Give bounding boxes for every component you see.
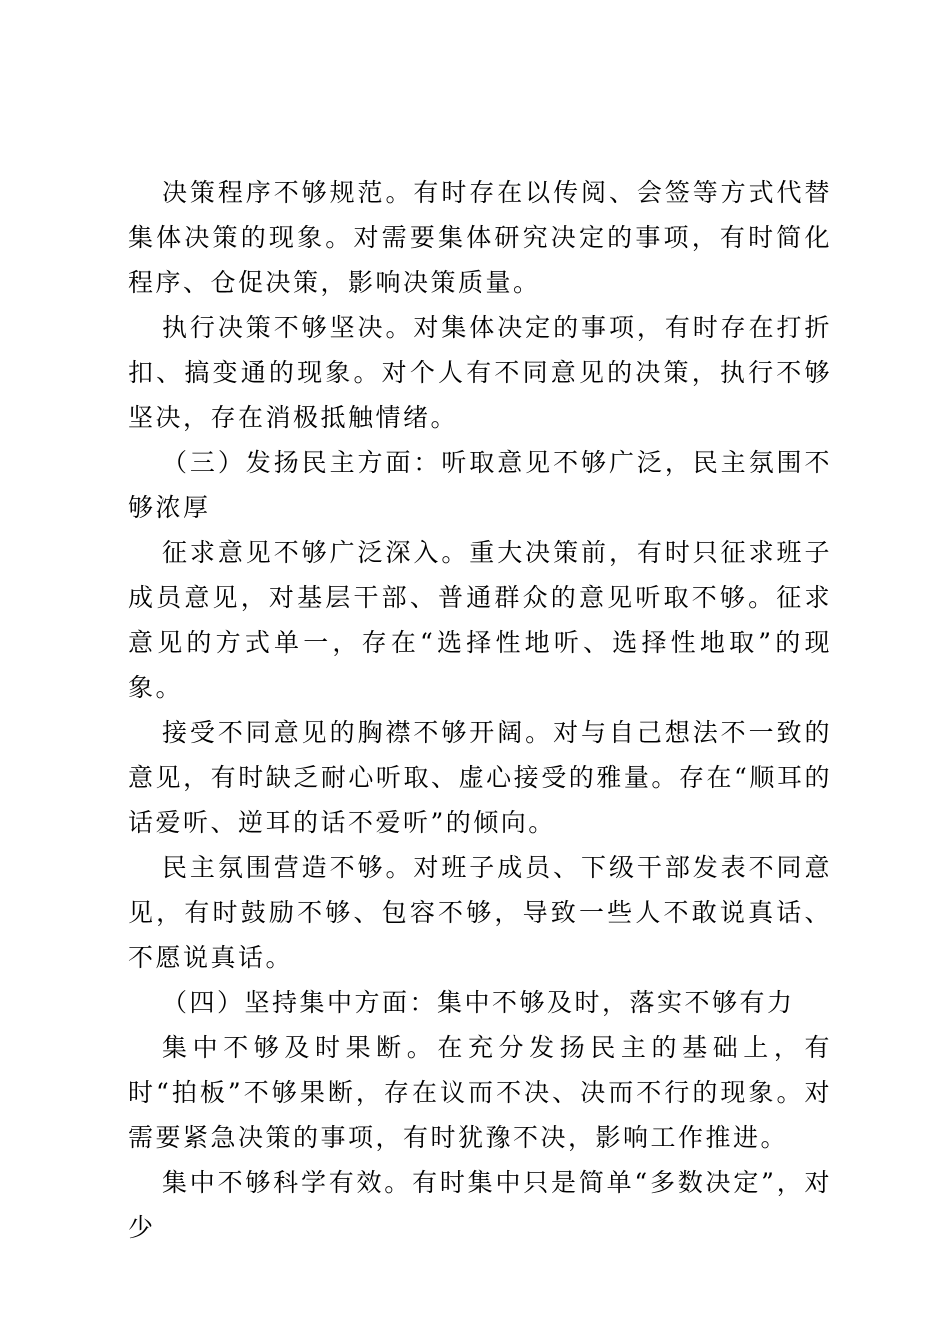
section-heading-democracy: （三）发扬民主方面：听取意见不够广泛，民主氛围不够浓厚 (128, 448, 832, 522)
paragraph-accepting-opinions: 接受不同意见的胸襟不够开阔。对与自己想法不一致的意见，有时缺乏耐心听取、虚心接受的雅量。存在“顺耳的话爱听、逆耳的话不爱听”的倾向。 (128, 718, 832, 837)
paragraph-timely-centralism: 集中不够及时果断。在充分发扬民主的基础上，有时“拍板”不够果断，存在议而不决、决而不行的现象。对需要紧急决策的事项，有时犹豫不决，影响工作推进。 (128, 1033, 832, 1152)
paragraph-soliciting-opinions: 征求意见不够广泛深入。重大决策前，有时只征求班子成员意见，对基层干部、普通群众的意见听取不够。征求意见的方式单一，存在“选择性地听、选择性地取”的现象。 (128, 538, 832, 702)
section-heading-centralism: （四）坚持集中方面：集中不够及时，落实不够有力 (162, 988, 795, 1017)
paragraph-scientific-centralism: 集中不够科学有效。有时集中只是简单“多数决定”，对少 (128, 1168, 832, 1242)
paragraph-decision-procedure: 决策程序不够规范。有时存在以传阅、会签等方式代替集体决策的现象。对需要集体研究决定的事项，有时简化程序、仓促决策，影响决策质量。 (128, 178, 832, 297)
document-body (128, 170, 832, 1250)
paragraph-decision-execution: 执行决策不够坚决。对集体决定的事项，有时存在打折扣、搞变通的现象。对个人有不同意见的决策，执行不够坚决，存在消极抵触情绪。 (128, 313, 832, 432)
paragraph-democratic-atmosphere: 民主氛围营造不够。对班子成员、下级干部发表不同意见，有时鼓励不够、包容不够，导致一些人不敢说真话、不愿说真话。 (128, 853, 832, 972)
